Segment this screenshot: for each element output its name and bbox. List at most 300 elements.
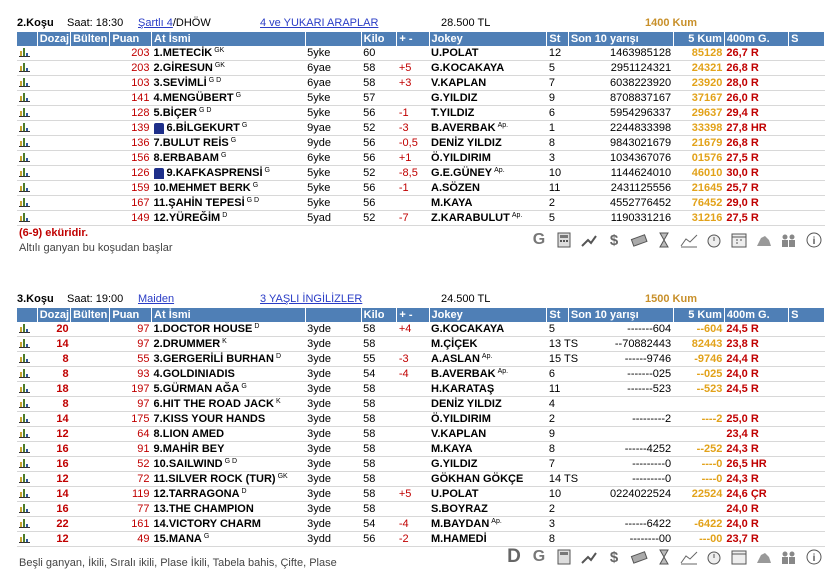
bet-types-note: Beşli ganyan, İkili, Sıralı ikili, Plase İkili, Tabela bahis, Çifte, Plase — [19, 557, 337, 570]
horse-equipment: G D — [198, 107, 212, 115]
form-chart-icon[interactable] — [19, 397, 31, 408]
hourglass-icon[interactable] — [653, 231, 675, 249]
start-cell: 14 TS — [548, 473, 579, 486]
last10-cell: ---------0 — [568, 472, 673, 487]
jockey-name[interactable]: DENİZ YILDIZ — [431, 137, 502, 150]
kum5-cell: -6422 — [673, 517, 724, 532]
form-chart-icon[interactable] — [19, 211, 31, 222]
plusminus-cell — [397, 427, 429, 442]
last10-cell: ---------2 — [568, 412, 673, 427]
money-icon[interactable] — [628, 231, 650, 249]
col-jokey[interactable]: Jokey — [429, 32, 547, 46]
col-400m[interactable]: 400m G. — [724, 32, 788, 46]
last10-cell: --70882443 — [568, 337, 673, 352]
col-dozaj[interactable]: Dozaj — [37, 32, 70, 46]
s-cell — [789, 46, 825, 61]
horse-name-cell — [152, 106, 306, 121]
form-chart-icon[interactable] — [19, 457, 31, 468]
plusminus-cell: -1 — [397, 106, 429, 121]
g400-cell: 27,8 HR — [724, 121, 788, 136]
kum5-cell — [673, 427, 724, 442]
form-chart-icon[interactable] — [19, 472, 31, 483]
horse-name[interactable]: 5.BİÇER — [153, 107, 197, 120]
form-chart-icon[interactable] — [19, 412, 31, 423]
kum5-cell: 76452 — [673, 196, 724, 211]
col-bulten[interactable]: Bülten — [71, 32, 110, 46]
calendar-icon[interactable] — [728, 548, 750, 566]
form-chart-cell — [17, 487, 37, 502]
jockey-name[interactable]: Ö.YILDIRIM — [431, 413, 491, 426]
race-2-section — [17, 16, 825, 266]
form-chart-icon[interactable] — [19, 517, 31, 528]
last10-cell: 0224022524 — [568, 487, 673, 502]
horse-name[interactable]: 6.BİLGEKURT — [166, 122, 240, 135]
calculator-icon[interactable] — [553, 231, 575, 249]
last10-cell: ------6422 — [568, 517, 673, 532]
jockey-name[interactable]: G.YILDIZ — [431, 458, 478, 471]
col-dozaj[interactable]: Dozaj — [37, 308, 70, 322]
age-sex-cell: 3yde — [305, 397, 361, 412]
dozaj-cell: 12 — [37, 532, 70, 547]
trend-icon[interactable] — [578, 231, 600, 249]
race-category-link[interactable]: 4 ve YUKARI ARAPLAR — [260, 17, 379, 29]
race-prize: 28.500 TL — [441, 17, 491, 29]
horse-name[interactable]: 7.KISS YOUR HANDS — [153, 413, 266, 426]
ekuri-note: (6-9) eküridir. — [19, 227, 89, 240]
g-button[interactable]: G — [532, 231, 546, 249]
plusminus-cell: -0,5 — [397, 136, 429, 151]
jockey-name[interactable]: S.BOYRAZ — [431, 503, 488, 516]
dozaj-cell: 18 — [37, 382, 70, 397]
horse-name[interactable]: 5.GÜRMAN AĞA — [153, 383, 240, 396]
horse-name[interactable]: 15.MANA — [153, 533, 202, 546]
race-condition-suffix: /DHÖW — [172, 17, 211, 29]
puan-cell: 203 — [110, 46, 152, 61]
kum5-cell: 22524 — [673, 487, 724, 502]
horse-name[interactable]: 4.GOLDINIADIS — [153, 368, 235, 381]
dozaj-cell — [37, 196, 70, 211]
col-yas — [305, 308, 361, 322]
horse-equipment: D — [222, 212, 228, 220]
last10-cell: 8708837167 — [568, 91, 673, 106]
dollar-icon[interactable]: $ — [609, 548, 619, 566]
horse-name[interactable]: 11.SILVER ROCK (TUR) — [153, 473, 276, 486]
form-chart-icon[interactable] — [19, 487, 31, 498]
kum5-cell: ----0 — [673, 457, 724, 472]
form-chart-icon[interactable] — [19, 46, 31, 57]
jersey-icon — [154, 168, 164, 179]
start-cell: 2 — [547, 502, 568, 517]
col-at-ismi[interactable]: At İsmi — [152, 32, 306, 46]
jockey-name[interactable]: U.POLAT — [431, 488, 479, 501]
s-cell — [789, 502, 825, 517]
form-chart-icon[interactable] — [19, 166, 31, 177]
form-chart-icon[interactable] — [19, 442, 31, 453]
jockey-cell — [429, 211, 547, 226]
jockey-cell — [429, 46, 547, 61]
bulten-cell — [71, 46, 110, 61]
horse-name[interactable]: 3.GERGERİLİ BURHAN — [153, 353, 274, 366]
col-5kum[interactable]: 5 Kum — [673, 32, 724, 46]
horse-name[interactable]: 9.MAHİR BEY — [153, 443, 225, 456]
plusminus-cell: -3 — [397, 352, 429, 367]
kilo-cell: 54 — [361, 517, 397, 532]
s-cell — [789, 91, 825, 106]
bulten-cell — [71, 352, 110, 367]
jockey-name[interactable]: Ö.YILDIRIM — [431, 152, 491, 165]
form-chart-icon[interactable] — [19, 61, 31, 72]
people-icon[interactable] — [778, 548, 800, 566]
form-chart-icon[interactable] — [19, 91, 31, 102]
jockey-name[interactable]: M.BAYDAN — [431, 518, 490, 531]
calculator-icon[interactable] — [553, 548, 575, 566]
jockey-name[interactable]: Z.KARABULUT — [431, 212, 510, 225]
start-cell: 9 — [547, 427, 568, 442]
form-chart-cell — [17, 412, 37, 427]
horse-name-cell — [152, 211, 306, 226]
dozaj-cell — [37, 136, 70, 151]
kum5-cell: 23920 — [673, 76, 724, 91]
horse-name[interactable]: 12.TARRAGONA — [153, 488, 240, 501]
horse-name[interactable]: 2.DRUMMER — [153, 338, 221, 351]
dozaj-cell: 14 — [37, 487, 70, 502]
jockey-cell — [429, 472, 547, 487]
race-header — [17, 16, 825, 32]
col-kilo[interactable]: Kilo — [361, 32, 397, 46]
horse-name[interactable]: 7.BULUT REİS — [153, 137, 229, 150]
form-chart-icon[interactable] — [19, 427, 31, 438]
jockey-cell — [429, 136, 547, 151]
col-son10[interactable]: Son 10 yarışı — [568, 32, 673, 46]
form-chart-cell — [17, 457, 37, 472]
kum5-cell: -9746 — [673, 352, 724, 367]
jockey-name[interactable]: A.SÖZEN — [431, 182, 480, 195]
form-chart-icon[interactable] — [19, 322, 31, 333]
jockey-name[interactable]: V.KAPLAN — [431, 77, 487, 90]
kum5-cell: ----0 — [673, 472, 724, 487]
col-jokey[interactable]: Jokey — [429, 308, 547, 322]
last10-cell — [568, 397, 673, 412]
form-chart-icon[interactable] — [19, 106, 31, 117]
race-number: 2.Koşu — [17, 17, 54, 29]
jockey-name[interactable]: G.YILDIZ — [431, 92, 478, 105]
hourglass-icon[interactable] — [653, 548, 675, 566]
table-row — [17, 136, 825, 151]
start-cell: 11 — [547, 382, 568, 397]
col-plusminus[interactable]: + - — [397, 32, 429, 46]
horse-name-cell — [152, 367, 306, 382]
form-chart-icon[interactable] — [19, 196, 31, 207]
chart-line-icon[interactable] — [678, 231, 700, 249]
last10-cell — [568, 427, 673, 442]
race-condition-link[interactable]: Şartlı 4 — [138, 17, 173, 29]
jockey-name[interactable]: M.HAMEDİ — [431, 533, 487, 546]
stopwatch-icon[interactable] — [703, 548, 725, 566]
altili-note: Altılı ganyan bu koşudan başlar — [19, 242, 173, 255]
g400-cell: 26,5 HR — [724, 457, 788, 472]
kilo-cell: 55 — [361, 352, 397, 367]
race-3-footer — [17, 547, 825, 569]
form-chart-icon[interactable] — [19, 181, 31, 192]
horse-icon[interactable] — [753, 231, 775, 249]
race-2-footer — [17, 226, 825, 266]
table-row — [17, 61, 825, 76]
col-400m[interactable]: 400m G. — [724, 308, 788, 322]
dozaj-cell: 22 — [37, 517, 70, 532]
horse-equipment: G — [241, 383, 247, 391]
form-chart-icon[interactable] — [19, 337, 31, 348]
bulten-cell — [71, 517, 110, 532]
col-bulten[interactable]: Bülten — [71, 308, 110, 322]
jersey-icon — [154, 123, 164, 134]
col-puan[interactable]: Puan — [110, 308, 152, 322]
horse-name[interactable]: 1.DOCTOR HOUSE — [153, 323, 253, 336]
table-row — [17, 46, 825, 61]
table-row — [17, 211, 825, 226]
form-chart-icon[interactable] — [19, 121, 31, 132]
age-sex-cell: 3yde — [305, 322, 361, 337]
start-cell: 11 — [547, 181, 568, 196]
horse-name-cell — [152, 487, 306, 502]
horse-name[interactable]: 12.YÜREĞİM — [153, 212, 221, 225]
plusminus-cell: -2 — [397, 532, 429, 547]
horse-name[interactable]: 1.METECİK — [153, 47, 213, 60]
race-2-toolbar — [528, 231, 825, 249]
form-chart-cell — [17, 91, 37, 106]
horse-name-cell — [152, 121, 306, 136]
stopwatch-icon[interactable] — [703, 231, 725, 249]
jockey-name[interactable]: U.POLAT — [431, 47, 479, 60]
jockey-cell — [429, 151, 547, 166]
col-at-ismi[interactable]: At İsmi — [152, 308, 306, 322]
age-sex-cell: 5yke — [305, 181, 361, 196]
dozaj-cell: 8 — [37, 352, 70, 367]
race-track: 1400 Kum — [645, 17, 697, 29]
puan-cell: 77 — [110, 502, 152, 517]
jockey-name[interactable]: M.KAYA — [431, 197, 473, 210]
age-sex-cell: 3yde — [305, 457, 361, 472]
dozaj-cell — [37, 46, 70, 61]
race-category-link[interactable]: 3 YAŞLI İNGİLİZLER — [260, 293, 363, 305]
jockey-name[interactable]: GÖKHAN GÖKÇE — [431, 473, 524, 486]
s-cell — [789, 472, 825, 487]
horse-name[interactable]: 14.VICTORY CHARM — [153, 518, 261, 531]
puan-cell: 119 — [110, 487, 152, 502]
col-st[interactable]: St — [547, 308, 568, 322]
trend-icon[interactable] — [578, 548, 600, 566]
race-prize: 24.500 TL — [441, 293, 491, 305]
table-row — [17, 397, 825, 412]
horse-name[interactable]: 9.KAFKASPRENSİ — [166, 167, 263, 180]
form-chart-icon[interactable] — [19, 151, 31, 162]
bulten-cell — [71, 487, 110, 502]
jockey-name[interactable]: M.ÇİÇEK — [431, 338, 478, 351]
info-icon[interactable] — [803, 231, 825, 249]
plusminus-cell: +3 — [397, 76, 429, 91]
puan-cell: 49 — [110, 532, 152, 547]
age-sex-cell: 3yde — [305, 412, 361, 427]
form-chart-cell — [17, 151, 37, 166]
kum5-cell: --523 — [673, 382, 724, 397]
table-row — [17, 442, 825, 457]
form-chart-icon[interactable] — [19, 76, 31, 87]
form-chart-icon[interactable] — [19, 136, 31, 147]
last10-cell: 1034367076 — [568, 151, 673, 166]
form-chart-cell — [17, 322, 37, 337]
start-cell: 8 — [547, 442, 568, 457]
s-cell — [789, 457, 825, 472]
table-row — [17, 517, 825, 532]
g400-cell: 26,8 R — [724, 61, 788, 76]
col-puan[interactable]: Puan — [110, 32, 152, 46]
age-sex-cell: 5yke — [305, 196, 361, 211]
form-chart-cell — [17, 352, 37, 367]
g-button[interactable]: G — [532, 548, 546, 566]
age-sex-cell: 5yke — [305, 166, 361, 181]
apprentice-badge: Ap. — [481, 353, 493, 361]
horse-name[interactable]: 4.MENGÜBERT — [153, 92, 234, 105]
form-chart-icon[interactable] — [19, 352, 31, 363]
last10-cell: ---------0 — [568, 457, 673, 472]
kilo-cell: 52 — [361, 121, 397, 136]
plusminus-cell: -4 — [397, 367, 429, 382]
horse-name-cell — [152, 322, 306, 337]
jockey-cell — [429, 442, 547, 457]
plusminus-cell — [397, 46, 429, 61]
puan-cell: 91 — [110, 442, 152, 457]
form-chart-cell — [17, 166, 37, 181]
col-son10[interactable]: Son 10 yarışı — [568, 308, 673, 322]
g400-cell: 24,0 R — [724, 502, 788, 517]
last10-cell: 2951124321 — [568, 61, 673, 76]
last10-cell: 6038223920 — [568, 76, 673, 91]
g400-cell: 27,5 R — [724, 211, 788, 226]
jockey-name[interactable]: T.YILDIZ — [431, 107, 475, 120]
col-s[interactable]: S — [789, 308, 825, 322]
plusminus-cell — [397, 502, 429, 517]
jockey-cell — [429, 322, 547, 337]
kilo-cell: 58 — [361, 382, 397, 397]
plusminus-cell — [397, 337, 429, 352]
start-cell: 8 — [547, 532, 568, 547]
calendar-icon[interactable] — [728, 231, 750, 249]
form-chart-icon[interactable] — [19, 367, 31, 378]
last10-cell: 2244833398 — [568, 121, 673, 136]
jockey-name[interactable]: G.KOCAKAYA — [431, 62, 505, 75]
bulten-cell — [71, 106, 110, 121]
jockey-name[interactable]: B.AVERBAK — [431, 368, 496, 381]
col-kilo[interactable]: Kilo — [361, 308, 397, 322]
form-chart-cell — [17, 397, 37, 412]
table-row — [17, 181, 825, 196]
dollar-icon[interactable]: $ — [609, 231, 619, 249]
table-row — [17, 121, 825, 136]
horse-name[interactable]: 10.SAILWIND — [153, 458, 223, 471]
col-plusminus[interactable]: + - — [397, 308, 429, 322]
g400-cell: 24,3 R — [724, 472, 788, 487]
horse-icon[interactable] — [753, 548, 775, 566]
jockey-cell — [429, 166, 547, 181]
horse-name[interactable]: 3.SEVİMLİ — [153, 77, 207, 90]
d-button[interactable]: D — [507, 546, 521, 568]
kum5-cell: 29637 — [673, 106, 724, 121]
start-cell: 4 — [547, 397, 568, 412]
puan-cell: 197 — [110, 382, 152, 397]
jockey-name[interactable]: G.KOCAKAYA — [431, 323, 505, 336]
dozaj-cell — [37, 181, 70, 196]
svg-text:i: i — [812, 236, 816, 248]
s-cell — [789, 76, 825, 91]
form-chart-cell — [17, 367, 37, 382]
form-chart-icon[interactable] — [19, 502, 31, 513]
plusminus-cell: -3 — [397, 121, 429, 136]
table-row — [17, 337, 825, 352]
horse-name[interactable]: 11.ŞAHİN TEPESİ — [153, 197, 245, 210]
dozaj-cell: 14 — [37, 412, 70, 427]
col-s[interactable]: S — [789, 32, 825, 46]
table-header-row — [17, 308, 825, 322]
kum5-cell: ---00 — [673, 532, 724, 547]
jockey-name[interactable]: V.KAPLAN — [431, 428, 487, 441]
horse-name[interactable]: 8.LION AMED — [153, 428, 225, 441]
horse-equipment: G — [252, 182, 259, 190]
table-row — [17, 352, 825, 367]
jockey-name[interactable]: M.KAYA — [431, 443, 473, 456]
horse-name-cell — [152, 517, 306, 532]
form-chart-icon[interactable] — [19, 532, 31, 543]
col-st[interactable]: St — [547, 32, 568, 46]
col-icon — [17, 32, 37, 46]
horse-name[interactable]: 2.GİRESUN — [153, 62, 213, 75]
money-icon[interactable] — [628, 548, 650, 566]
g400-cell: 29,4 R — [724, 106, 788, 121]
form-chart-icon[interactable] — [19, 382, 31, 393]
horse-name[interactable]: 6.HIT THE ROAD JACK — [153, 398, 274, 411]
horse-name[interactable]: 13.THE CHAMPION — [153, 503, 254, 516]
info-icon[interactable] — [803, 548, 825, 566]
jockey-name[interactable]: H.KARATAŞ — [431, 383, 495, 396]
jockey-name[interactable]: G.E.GÜNEY — [431, 167, 493, 180]
col-5kum[interactable]: 5 Kum — [673, 308, 724, 322]
last10-cell: -------025 — [568, 367, 673, 382]
people-icon[interactable] — [778, 231, 800, 249]
chart-line-icon[interactable] — [678, 548, 700, 566]
jockey-name[interactable]: B.AVERBAK — [431, 122, 496, 135]
s-cell — [789, 367, 825, 382]
puan-cell: 126 — [110, 166, 152, 181]
dozaj-cell: 16 — [37, 502, 70, 517]
bulten-cell — [71, 382, 110, 397]
table-row — [17, 367, 825, 382]
last10-cell: -------523 — [568, 382, 673, 397]
kum5-cell: --025 — [673, 367, 724, 382]
puan-cell: 167 — [110, 196, 152, 211]
kilo-cell: 56 — [361, 106, 397, 121]
s-cell — [789, 211, 825, 226]
form-chart-cell — [17, 337, 37, 352]
horse-name-cell — [152, 502, 306, 517]
horse-equipment: G — [235, 92, 242, 100]
kilo-cell: 58 — [361, 502, 397, 517]
dozaj-cell: 8 — [37, 367, 70, 382]
jockey-name[interactable]: A.ASLAN — [431, 353, 480, 366]
jockey-name[interactable]: DENİZ YILDIZ — [431, 398, 502, 411]
race-condition-link[interactable]: Maiden — [138, 293, 175, 305]
horse-name[interactable]: 8.ERBABAM — [153, 152, 219, 165]
horse-name[interactable]: 10.MEHMET BERK — [153, 182, 251, 195]
bulten-cell — [71, 61, 110, 76]
horse-equipment: G — [203, 533, 210, 541]
